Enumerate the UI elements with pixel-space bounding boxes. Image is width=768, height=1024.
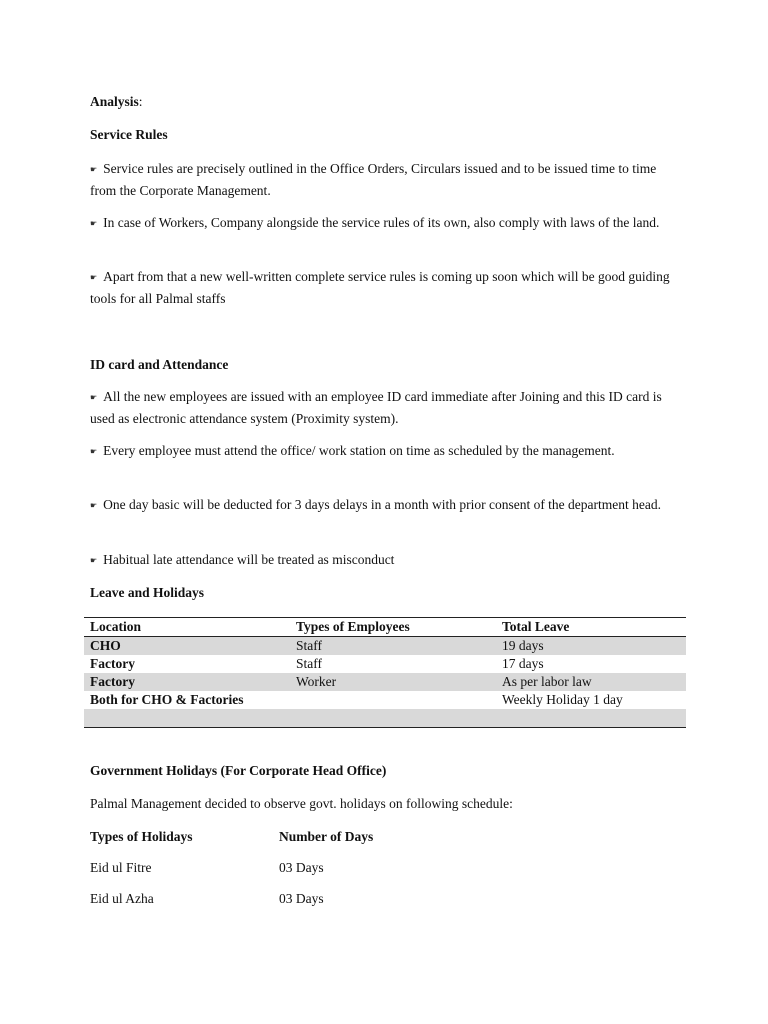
table-cell: Factory bbox=[90, 656, 135, 671]
holiday-row bbox=[90, 860, 490, 880]
table-cell bbox=[496, 709, 686, 728]
table-cell: CHO bbox=[90, 638, 121, 653]
column-header: Types of Employees bbox=[296, 619, 410, 634]
service-rule-item: ☛ In case of Workers, Company alongside the service rules of its own, also comply with laws of the land. bbox=[90, 213, 680, 235]
table-row bbox=[84, 637, 686, 656]
leave-table bbox=[84, 617, 686, 728]
table-cell: 17 days bbox=[502, 656, 544, 671]
id-card-heading: ID card and Attendance bbox=[90, 357, 229, 372]
holiday-type: Eid ul Azha bbox=[90, 891, 154, 906]
column-header: Location bbox=[90, 619, 142, 634]
id-card-item: ☛ All the new employees are issued with an employee ID card immediate after Joining and this ID card is used as electronic attendance system (Proximity system). bbox=[90, 389, 662, 426]
pointing-hand-icon: ☛ bbox=[90, 273, 98, 282]
table-row bbox=[84, 691, 686, 709]
table-cell: Staff bbox=[296, 638, 322, 653]
table-cell: Staff bbox=[296, 656, 322, 671]
holiday-row bbox=[90, 891, 490, 911]
leave-heading: Leave and Holidays bbox=[90, 585, 205, 600]
service-rules-heading: Service Rules bbox=[90, 127, 168, 142]
table-cell bbox=[290, 691, 496, 709]
service-rule-item: ☛ Apart from that a new well-written complete service rules is coming up soon which will be good guiding tools for all Palmal staffs bbox=[90, 269, 670, 306]
pointing-hand-icon: ☛ bbox=[90, 447, 98, 456]
table-cell: 19 days bbox=[502, 638, 544, 653]
leave-table-header bbox=[84, 618, 686, 637]
holiday-days: 03 Days bbox=[279, 891, 324, 906]
pointing-hand-icon: ☛ bbox=[90, 393, 98, 402]
gov-holidays-heading: Government Holidays (For Corporate Head Office) bbox=[90, 763, 387, 778]
column-header: Types of Holidays bbox=[90, 829, 193, 844]
holiday-days: 03 Days bbox=[279, 860, 324, 875]
holiday-type: Eid ul Fitre bbox=[90, 860, 152, 875]
table-cell: As per labor law bbox=[502, 674, 592, 689]
pointing-hand-icon: ☛ bbox=[90, 501, 98, 510]
holidays-header-row bbox=[90, 829, 490, 849]
table-row bbox=[84, 709, 686, 728]
id-card-item: ☛ Habitual late attendance will be treated as misconduct bbox=[90, 550, 680, 572]
column-header: Total Leave bbox=[502, 619, 570, 634]
table-row bbox=[84, 655, 686, 673]
column-header: Number of Days bbox=[279, 829, 374, 844]
pointing-hand-icon: ☛ bbox=[90, 556, 98, 565]
service-rule-item: ☛ Service rules are precisely outlined in the Office Orders, Circulars issued and to be issued time to time from the Corporate Management. bbox=[90, 161, 657, 198]
table-cell bbox=[290, 709, 496, 728]
table-cell: Factory bbox=[90, 674, 135, 689]
table-row bbox=[84, 673, 686, 691]
analysis-heading: Analysis: bbox=[90, 94, 143, 109]
table-cell: Both for CHO & Factories bbox=[90, 692, 244, 707]
pointing-hand-icon: ☛ bbox=[90, 219, 98, 228]
table-cell bbox=[84, 709, 290, 728]
table-cell: Worker bbox=[296, 674, 337, 689]
id-card-item: ☛ Every employee must attend the office/ work station on time as scheduled by the management. bbox=[90, 441, 680, 463]
gov-holidays-intro: Palmal Management decided to observe govt. holidays on following schedule: bbox=[90, 796, 513, 811]
table-cell: Weekly Holiday 1 day bbox=[502, 692, 623, 707]
pointing-hand-icon: ☛ bbox=[90, 165, 98, 174]
id-card-item: ☛ One day basic will be deducted for 3 days delays in a month with prior consent of the department head. bbox=[90, 495, 680, 517]
